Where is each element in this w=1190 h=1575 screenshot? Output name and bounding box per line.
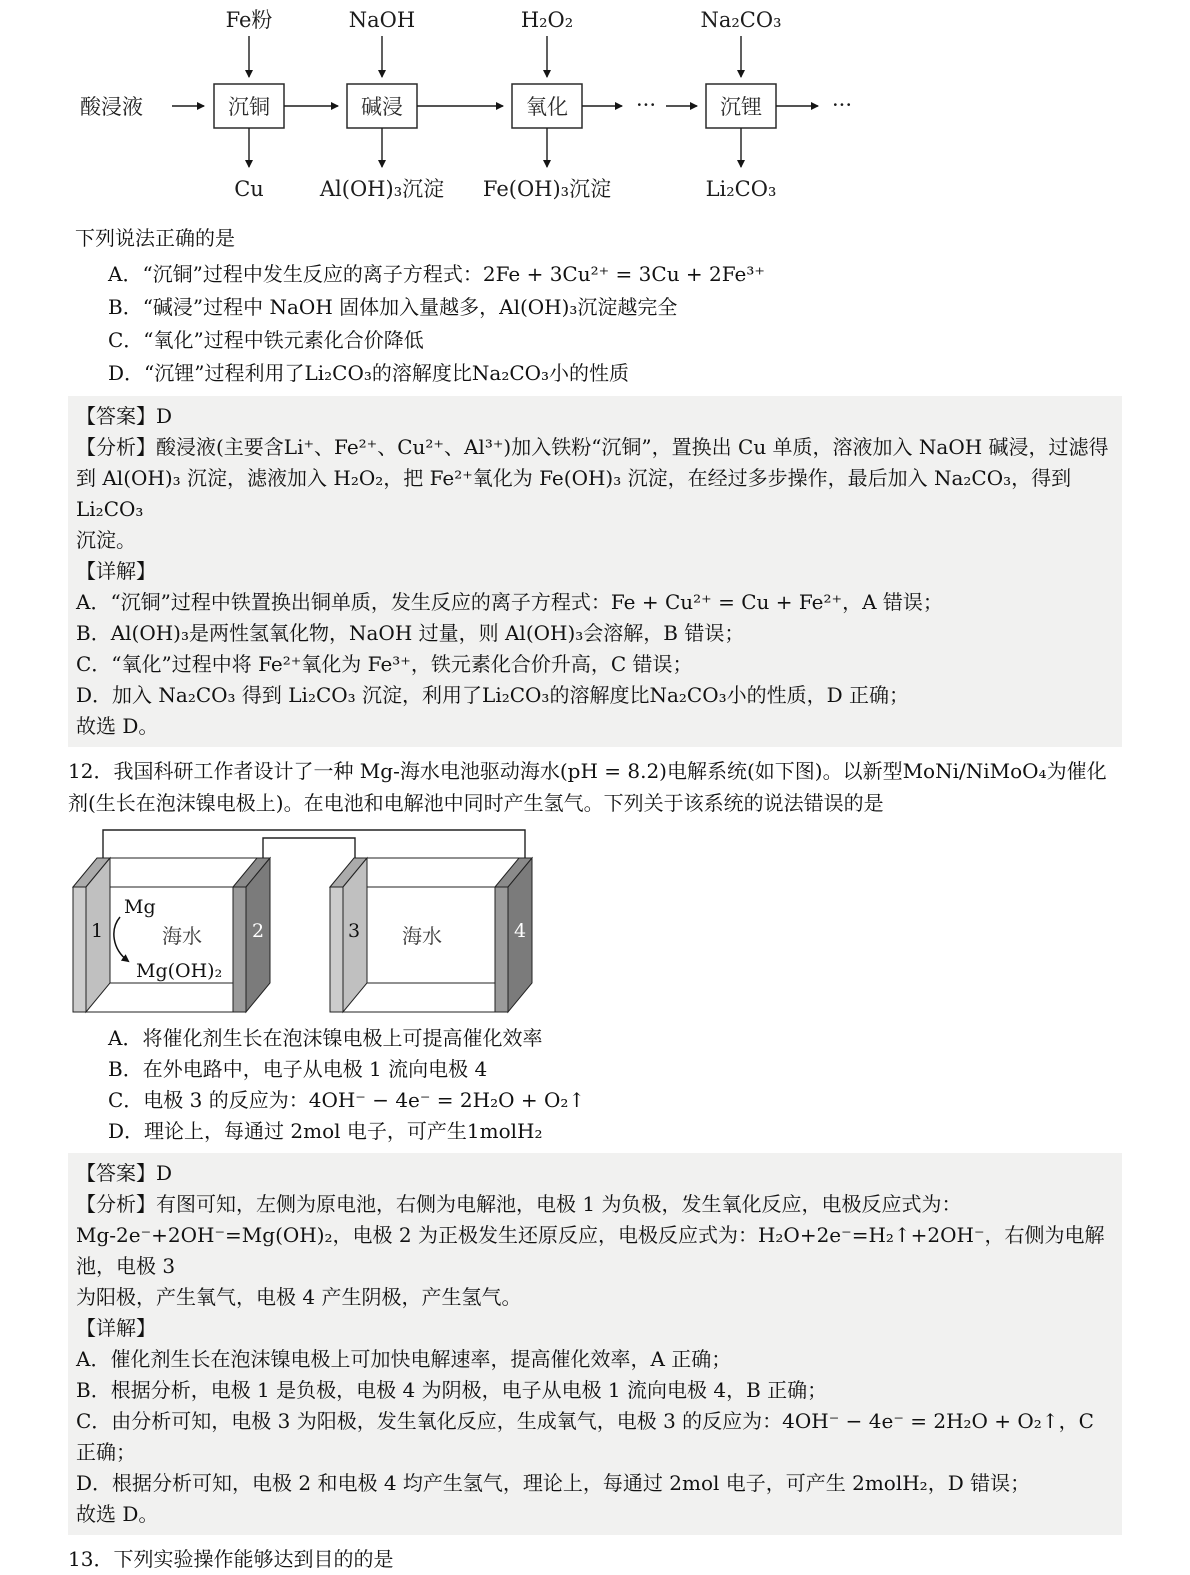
q11-detail-label: 【详解】 (76, 559, 156, 583)
q11-stem: 下列说法正确的是 (75, 226, 235, 250)
q12-detail-c: C．由分析可知，电极 3 为阳极，发生氧化反应，生成氧气，电极 3 的反应为：4OH⁻ − 4e⁻ = 2H₂O + O₂↑，C 正确； (76, 1409, 1094, 1464)
q12-stem-line: 剂(生长在泡沫镍电极上)。在电池和电解池中同时产生氢气。下列关于该系统的说法错误的是 (68, 791, 884, 815)
product-label-feoh3: Fe(OH)₃沉淀 (482, 177, 612, 201)
q12-analysis-line: 【分析】有图可知，左侧为原电池，右侧为电解池，电极 1 为负极，发生氧化反应，电极反应式为： (76, 1192, 962, 1216)
mgoh2-label: Mg(OH)₂ (136, 960, 223, 982)
q11-answer-block (68, 396, 1122, 747)
reagent-label-fe: Fe粉 (225, 8, 273, 32)
svg-text:氧化: 氧化 (526, 95, 568, 119)
q11-option-b: B．“碱浸”过程中 NaOH 固体加入量越多，Al(OH)₃沉淀越完全 (108, 295, 678, 319)
q11-analysis-line: 【分析】酸浸液(主要含Li⁺、Fe²⁺、Cu²⁺、Al³⁺)加入铁粉“沉铜”，置换出 Cu 单质，溶液加入 NaOH 碱浸，过滤得 (76, 435, 1109, 459)
q11-detail-b: B．Al(OH)₃是两性氢氧化物，NaOH 过量，则 Al(OH)₃会溶解，B 错误； (76, 621, 745, 645)
q12-options (68, 1023, 1122, 1147)
ellipsis: ··· (635, 93, 657, 117)
electrode2-label: 2 (251, 920, 265, 942)
q11-option-d: D．“沉锂”过程利用了Li₂CO₃的溶解度比Na₂CO₃小的性质 (108, 361, 630, 385)
electrode3-front (330, 887, 343, 1012)
electrolysis-cell (330, 858, 532, 1012)
q11-analysis-line: 到 Al(OH)₃ 沉淀，滤液加入 H₂O₂，把 Fe²⁺氧化为 Fe(OH)₃ 沉淀，在经过多步操作，最后加入 Na₂CO₃，得到 Li₂CO₃ (76, 466, 1072, 521)
q11-analysis-line: 沉淀。 (76, 528, 136, 552)
q11-option-c: C．“氧化”过程中铁元素化合价降低 (108, 328, 424, 352)
reagent-label-na2co3: Na₂CO₃ (700, 8, 782, 32)
product-label-aloh3: Al(OH)₃沉淀 (319, 177, 445, 201)
reagent-label-h2o2: H₂O₂ (520, 8, 574, 32)
product-label-li2co3: Li₂CO₃ (705, 177, 777, 201)
q12-detail-label: 【详解】 (76, 1316, 156, 1340)
mg-label: Mg (124, 896, 156, 918)
svg-text:沉锂: 沉锂 (720, 95, 762, 119)
inner-wire (263, 838, 355, 858)
q11-conclusion: 故选 D。 (76, 714, 159, 738)
electrode2-front (233, 887, 246, 1012)
seawater-label-right: 海水 (402, 924, 442, 948)
q11-detail-c: C．“氧化”过程中将 Fe²⁺氧化为 Fe³⁺，铁元素化合价升高，C 错误； (76, 652, 693, 676)
process-flowchart (80, 6, 870, 202)
svg-text:碱浸: 碱浸 (361, 95, 403, 119)
q12-stem-line: 12．我国科研工作者设计了一种 Mg-海水电池驱动海水(pH = 8.2)电解系统(如下图)。以新型MoNi/NiMoO₄为催化 (68, 759, 1107, 783)
feed-label: 酸浸液 (80, 95, 143, 119)
q12-analysis-line: Mg-2e⁻+2OH⁻=Mg(OH)₂，电极 2 为正极发生还原反应，电极反应式为：H₂O+2e⁻=H₂↑+2OH⁻，右侧为电解池，电极 3 (76, 1223, 1105, 1278)
electrode4-front (495, 887, 508, 1012)
electrolysis-diagram (70, 825, 565, 1021)
electrode1-front (73, 887, 86, 1012)
battery-cell (73, 858, 270, 1012)
electrode3-label: 3 (347, 920, 361, 942)
electrode4-label: 4 (513, 920, 527, 942)
q12-answer: 【答案】D (76, 1161, 173, 1185)
q12-detail-d: D．根据分析可知，电极 2 和电极 4 均产生氢气，理论上，每通过 2mol 电子，可产生 2molH₂，D 错误； (76, 1471, 1031, 1495)
q11-option-a: A．“沉铜”过程中发生反应的离子方程式：2Fe + 3Cu²⁺ = 3Cu + 2Fe³⁺ (108, 262, 765, 286)
q12-conclusion: 故选 D。 (76, 1502, 159, 1526)
q12-detail-a: A．催化剂生长在泡沫镍电极上可加快电解速率，提高催化效率，A 正确； (76, 1347, 732, 1371)
seawater-label-left: 海水 (162, 924, 202, 948)
mg-reaction-arrow (114, 917, 128, 961)
q12-option-a: A．将催化剂生长在泡沫镍电极上可提高催化效率 (108, 1026, 543, 1050)
q12-option-b: B．在外电路中，电子从电极 1 流向电极 4 (108, 1057, 488, 1081)
q12-option-c: C．电极 3 的反应为：4OH⁻ − 4e⁻ = 2H₂O + O₂↑ (108, 1088, 586, 1112)
q11-answer: 【答案】D (76, 404, 173, 428)
q11-detail-d: D．加入 Na₂CO₃ 得到 Li₂CO₃ 沉淀，利用了Li₂CO₃的溶解度比Na₂CO₃小的性质，D 正确； (76, 683, 909, 707)
reagent-label-naoh: NaOH (348, 8, 416, 32)
ellipsis: ··· (831, 93, 853, 117)
svg-text:沉铜: 沉铜 (228, 95, 270, 119)
q12-detail-b: B．根据分析，电极 1 是负极，电极 4 为阴极，电子从电极 1 流向电极 4，B 正确； (76, 1378, 828, 1402)
q13-stem: 13．下列实验操作能够达到目的的是 (68, 1547, 394, 1571)
electrode1-label: 1 (90, 920, 104, 942)
q12-analysis-line: 为阳极，产生氧气，电极 4 产生阴极，产生氢气。 (76, 1285, 522, 1309)
q11-options (68, 258, 1122, 390)
exam-page (68, 6, 1122, 1575)
q12-answer-block (68, 1153, 1122, 1535)
q11-detail-a: A．“沉铜”过程中铁置换出铜单质，发生反应的离子方程式：Fe + Cu²⁺ = Cu + Fe²⁺，A 错误； (76, 590, 943, 614)
q12-option-d: D．理论上，每通过 2mol 电子，可产生1molH₂ (108, 1119, 543, 1143)
outer-wire (103, 830, 525, 858)
product-label-cu: Cu (234, 177, 264, 201)
